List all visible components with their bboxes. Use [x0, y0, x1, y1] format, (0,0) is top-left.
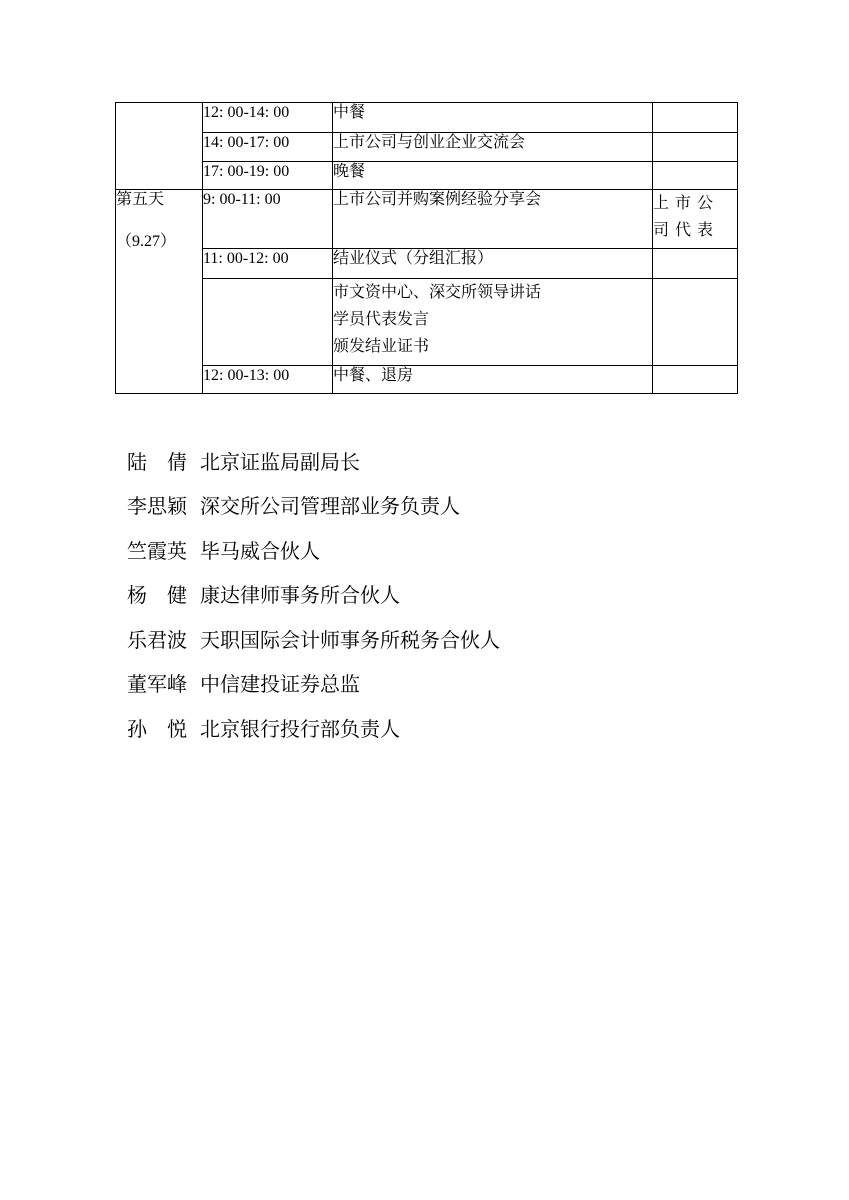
time-cell: [203, 103, 333, 133]
activity-cell: [333, 249, 653, 279]
day-label-line2: （9.27）: [116, 233, 177, 250]
speaker-name: 孙 悦: [127, 718, 187, 741]
speaker-row: [127, 438, 500, 483]
attendee-cell: [653, 279, 738, 366]
speaker-title: 康达律师事务所合伙人: [200, 585, 400, 608]
attendee-cell: [653, 162, 738, 190]
speaker-title: 深交所公司管理部业务负责人: [200, 496, 460, 519]
attendee-cell: [653, 133, 738, 162]
attendee-cell: [653, 190, 738, 249]
speaker-row: [127, 527, 500, 572]
speaker-title: 天职国际会计师事务所税务合伙人: [200, 629, 500, 652]
time-text: 17: 00-19: 00: [203, 163, 290, 180]
table-row: [116, 249, 738, 279]
activity-line: 学员代表发言: [333, 311, 430, 328]
activity-multiline: [333, 279, 652, 360]
schedule-table: [115, 102, 738, 394]
time-cell: [203, 190, 333, 249]
speaker-title: 北京银行投行部负责人: [200, 718, 400, 741]
activity-cell: [333, 133, 653, 162]
speaker-name: 竺霞英: [127, 540, 187, 563]
activity-text: 晚餐: [333, 163, 366, 180]
table-row: [116, 133, 738, 162]
activity-text: 上市公司并购案例经验分享会: [333, 191, 542, 208]
time-text: 12: 00-13: 00: [203, 367, 290, 384]
speaker-row: [127, 483, 500, 528]
time-cell: [203, 162, 333, 190]
table-row: [116, 190, 738, 249]
activity-text: 上市公司与创业企业交流会: [333, 134, 526, 151]
attendee-cell: [653, 103, 738, 133]
activity-cell: [333, 162, 653, 190]
time-text: 11: 00-12: 00: [203, 250, 289, 267]
activity-text: 中餐、退房: [333, 367, 414, 384]
speaker-name: 李思颖: [127, 496, 187, 519]
speaker-name: 陆 倩: [127, 451, 187, 474]
activity-cell: [333, 103, 653, 133]
speaker-row: [127, 572, 500, 617]
attendee-cell: [653, 366, 738, 394]
activity-cell: [333, 366, 653, 394]
attendee-text: 上市公司代表: [653, 195, 713, 239]
speaker-name: 乐君波: [127, 629, 187, 652]
time-cell: [203, 366, 333, 394]
table-row: [116, 162, 738, 190]
speaker-title: 毕马威合伙人: [200, 540, 320, 563]
activity-line: 市文资中心、深交所领导讲话: [333, 284, 542, 301]
day-cell: [116, 190, 203, 394]
activity-cell: [333, 190, 653, 249]
speaker-name: 董军峰: [127, 674, 187, 697]
speaker-name: 杨 健: [127, 585, 187, 608]
time-text: 12: 00-14: 00: [203, 104, 290, 121]
time-cell: [203, 279, 333, 366]
speaker-row: [127, 705, 500, 750]
speaker-row: [127, 661, 500, 706]
activity-cell: [333, 279, 653, 366]
speaker-title: 北京证监局副局长: [200, 451, 360, 474]
time-text: 14: 00-17: 00: [203, 134, 290, 151]
table-row: [116, 103, 738, 133]
table-row: [116, 366, 738, 394]
time-cell: [203, 249, 333, 279]
day-label-line1: 第五天: [116, 191, 165, 208]
day-cell-empty: [116, 103, 203, 190]
activity-text: 结业仪式（分组汇报）: [333, 250, 494, 267]
activity-text: 中餐: [333, 104, 366, 121]
speaker-row: [127, 616, 500, 661]
speaker-list: [127, 438, 500, 750]
time-text: 9: 00-11: 00: [203, 191, 281, 208]
attendee-cell: [653, 249, 738, 279]
speaker-title: 中信建投证券总监: [200, 674, 360, 697]
time-cell: [203, 133, 333, 162]
activity-line: 颁发结业证书: [333, 338, 430, 355]
table-row: [116, 279, 738, 366]
